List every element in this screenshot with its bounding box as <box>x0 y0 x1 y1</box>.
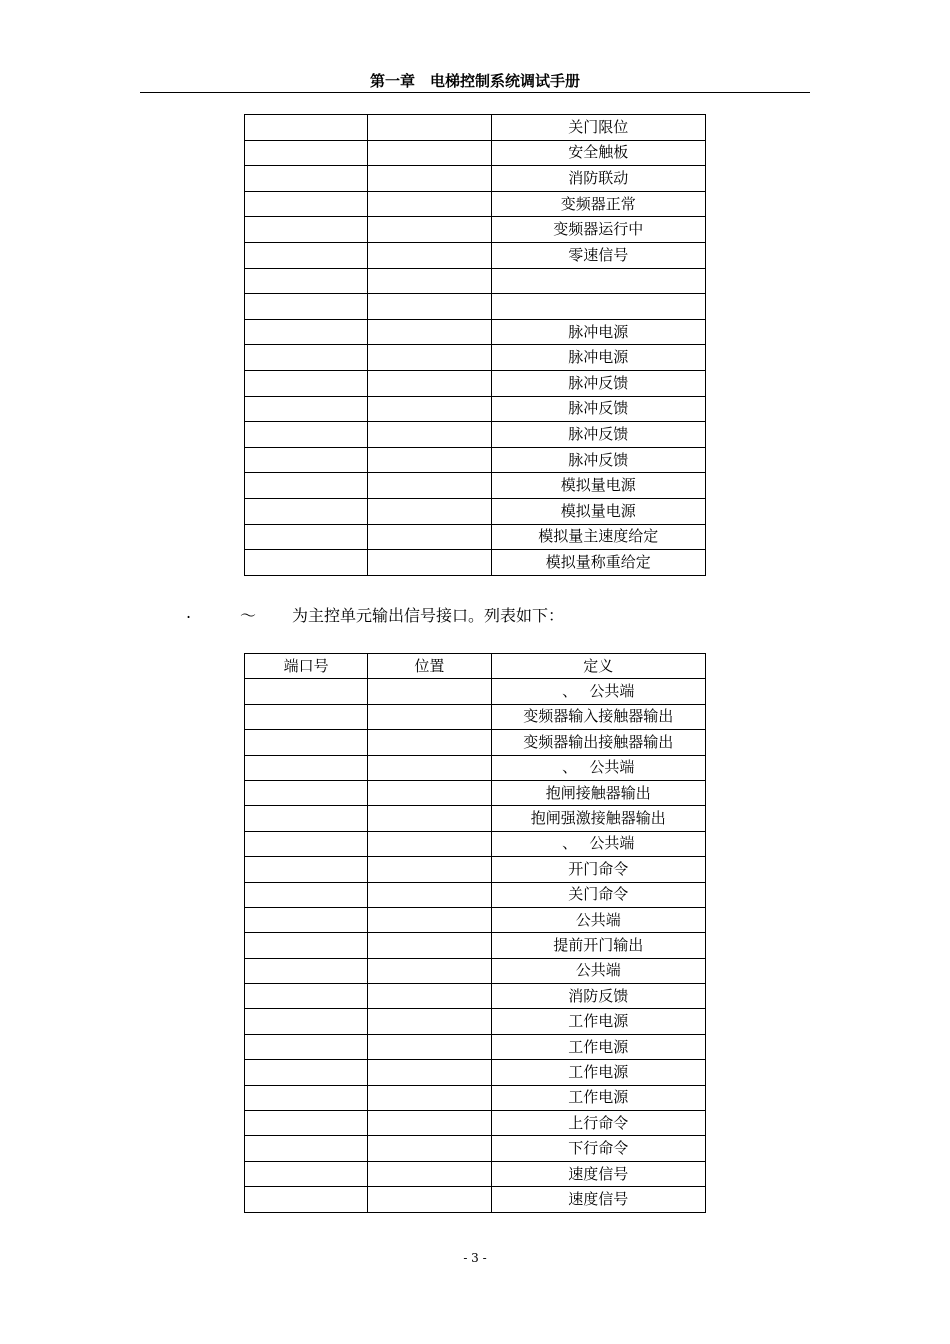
cell-port <box>245 524 368 550</box>
cell-position <box>368 1085 491 1110</box>
cell-port <box>245 780 368 805</box>
cell-definition: 下行命令 <box>491 1136 705 1161</box>
table-row <box>245 473 706 499</box>
cell-port <box>245 1009 368 1034</box>
cell-definition: 安全触板 <box>491 140 705 166</box>
cell-position <box>368 1111 491 1136</box>
table-row <box>245 115 706 141</box>
cell-definition: 关门命令 <box>491 882 705 907</box>
table-row <box>245 1161 706 1186</box>
cell-port <box>245 294 368 320</box>
cell-definition: 变频器正常 <box>491 191 705 217</box>
cell-position <box>368 217 491 243</box>
cell-port <box>245 166 368 192</box>
intro-dot: . <box>186 603 192 622</box>
signal-table-continued <box>244 114 706 576</box>
cell-definition: 工作电源 <box>491 1060 705 1085</box>
cell-position <box>368 1187 491 1212</box>
cell-port <box>245 704 368 729</box>
table-row <box>245 242 706 268</box>
table-row <box>245 730 706 755</box>
cell-position <box>368 473 491 499</box>
cell-port <box>245 268 368 294</box>
cell-definition: 脉冲反馈 <box>491 422 705 448</box>
cell-definition: 公共端 <box>491 907 705 932</box>
cell-position <box>368 1034 491 1059</box>
table-row <box>245 984 706 1009</box>
cell-definition: 脉冲反馈 <box>491 447 705 473</box>
table-row <box>245 1034 706 1059</box>
cell-position <box>368 1161 491 1186</box>
table-row <box>245 191 706 217</box>
cell-definition: 模拟量电源 <box>491 498 705 524</box>
table-row <box>245 1187 706 1212</box>
table-row <box>245 1085 706 1110</box>
cell-definition: 脉冲反馈 <box>491 370 705 396</box>
cell-port <box>245 140 368 166</box>
cell-definition: 、 公共端 <box>491 679 705 704</box>
cell-position <box>368 524 491 550</box>
table-header-row <box>245 654 706 679</box>
cell-port <box>245 1136 368 1161</box>
table-row <box>245 907 706 932</box>
cell-definition: 公共端 <box>491 958 705 983</box>
table-row <box>245 345 706 371</box>
table-row <box>245 294 706 320</box>
page-number: - 3 - <box>463 1251 487 1265</box>
cell-definition: 零速信号 <box>491 242 705 268</box>
cell-port <box>245 907 368 932</box>
cell-definition: 模拟量称重给定 <box>491 550 705 576</box>
cell-definition: 消防反馈 <box>491 984 705 1009</box>
cell-definition: 速度信号 <box>491 1187 705 1212</box>
cell-position <box>368 704 491 729</box>
cell-position <box>368 319 491 345</box>
cell-definition: 提前开门输出 <box>491 933 705 958</box>
cell-port <box>245 857 368 882</box>
table-row <box>245 1009 706 1034</box>
cell-definition: 模拟量电源 <box>491 473 705 499</box>
cell-port <box>245 958 368 983</box>
cell-definition: 、 公共端 <box>491 831 705 856</box>
cell-definition: 上行命令 <box>491 1111 705 1136</box>
cell-definition: 变频器输出接触器输出 <box>491 730 705 755</box>
cell-port <box>245 345 368 371</box>
cell-position <box>368 1060 491 1085</box>
cell-position <box>368 422 491 448</box>
cell-definition: 脉冲电源 <box>491 345 705 371</box>
cell-port <box>245 550 368 576</box>
cell-position <box>368 933 491 958</box>
intro-text: 为主控单元输出信号接口。列表如下： <box>292 606 565 625</box>
table-row <box>245 319 706 345</box>
cell-port <box>245 1034 368 1059</box>
cell-position <box>368 140 491 166</box>
table-row <box>245 704 706 729</box>
output-signal-table <box>244 653 706 1213</box>
cell-definition: 开门命令 <box>491 857 705 882</box>
cell-port <box>245 730 368 755</box>
cell-port <box>245 115 368 141</box>
cell-position <box>368 857 491 882</box>
cell-position <box>368 780 491 805</box>
cell-port <box>245 370 368 396</box>
table-row <box>245 882 706 907</box>
cell-position <box>368 294 491 320</box>
table-row <box>245 217 706 243</box>
intro-tilde: ～ <box>240 606 257 625</box>
cell-definition: 工作电源 <box>491 1085 705 1110</box>
table-row <box>245 831 706 856</box>
cell-definition <box>491 268 705 294</box>
table-row <box>245 755 706 780</box>
cell-definition: 工作电源 <box>491 1009 705 1034</box>
table-row <box>245 806 706 831</box>
table-row <box>245 524 706 550</box>
cell-position <box>368 498 491 524</box>
table-row <box>245 780 706 805</box>
cell-port <box>245 217 368 243</box>
cell-position <box>368 550 491 576</box>
table-row <box>245 498 706 524</box>
header-port-number: 端口号 <box>245 654 368 679</box>
cell-position <box>368 166 491 192</box>
cell-position <box>368 447 491 473</box>
cell-definition: 、 公共端 <box>491 755 705 780</box>
cell-port <box>245 882 368 907</box>
cell-definition: 脉冲反馈 <box>491 396 705 422</box>
header-rule <box>140 92 810 93</box>
cell-port <box>245 447 368 473</box>
cell-port <box>245 473 368 499</box>
cell-position <box>368 345 491 371</box>
cell-position <box>368 370 491 396</box>
table-row <box>245 1111 706 1136</box>
table-row <box>245 396 706 422</box>
cell-definition <box>491 294 705 320</box>
cell-definition: 消防联动 <box>491 166 705 192</box>
table-row <box>245 166 706 192</box>
cell-position <box>368 806 491 831</box>
cell-port <box>245 1060 368 1085</box>
cell-position <box>368 755 491 780</box>
cell-position <box>368 907 491 932</box>
cell-definition: 脉冲电源 <box>491 319 705 345</box>
table-row <box>245 1136 706 1161</box>
output-signal-table-body <box>245 679 706 1212</box>
cell-port <box>245 679 368 704</box>
cell-definition: 变频器输入接触器输出 <box>491 704 705 729</box>
cell-port <box>245 933 368 958</box>
table-row <box>245 550 706 576</box>
cell-position <box>368 1136 491 1161</box>
table-row <box>245 268 706 294</box>
cell-position <box>368 730 491 755</box>
header-position: 位置 <box>368 654 491 679</box>
cell-position <box>368 1009 491 1034</box>
cell-port <box>245 831 368 856</box>
cell-port <box>245 498 368 524</box>
cell-port <box>245 1111 368 1136</box>
cell-position <box>368 191 491 217</box>
cell-port <box>245 242 368 268</box>
table-row <box>245 422 706 448</box>
cell-position <box>368 115 491 141</box>
cell-port <box>245 191 368 217</box>
cell-port <box>245 755 368 780</box>
cell-position <box>368 679 491 704</box>
output-interface-intro <box>0 603 950 627</box>
table-row <box>245 1060 706 1085</box>
cell-definition: 模拟量主速度给定 <box>491 524 705 550</box>
cell-definition: 关门限位 <box>491 115 705 141</box>
page-header-title: 第一章 电梯控制系统调试手册 <box>369 72 580 90</box>
cell-port <box>245 422 368 448</box>
cell-port <box>245 319 368 345</box>
table-row <box>245 140 706 166</box>
cell-position <box>368 242 491 268</box>
cell-port <box>245 806 368 831</box>
cell-definition: 工作电源 <box>491 1034 705 1059</box>
table-row <box>245 679 706 704</box>
header-definition: 定义 <box>491 654 705 679</box>
table-row <box>245 958 706 983</box>
cell-port <box>245 1085 368 1110</box>
cell-definition: 速度信号 <box>491 1161 705 1186</box>
cell-position <box>368 268 491 294</box>
table-row <box>245 933 706 958</box>
cell-definition: 变频器运行中 <box>491 217 705 243</box>
cell-port <box>245 1187 368 1212</box>
cell-port <box>245 1161 368 1186</box>
cell-position <box>368 396 491 422</box>
signal-table-continued-body <box>245 115 706 576</box>
cell-position <box>368 831 491 856</box>
table-row <box>245 447 706 473</box>
cell-position <box>368 984 491 1009</box>
table-row <box>245 370 706 396</box>
cell-position <box>368 958 491 983</box>
cell-port <box>245 396 368 422</box>
cell-port <box>245 984 368 1009</box>
cell-position <box>368 882 491 907</box>
cell-definition: 抱闸强激接触器输出 <box>491 806 705 831</box>
cell-definition: 抱闸接触器输出 <box>491 780 705 805</box>
table-row <box>245 857 706 882</box>
